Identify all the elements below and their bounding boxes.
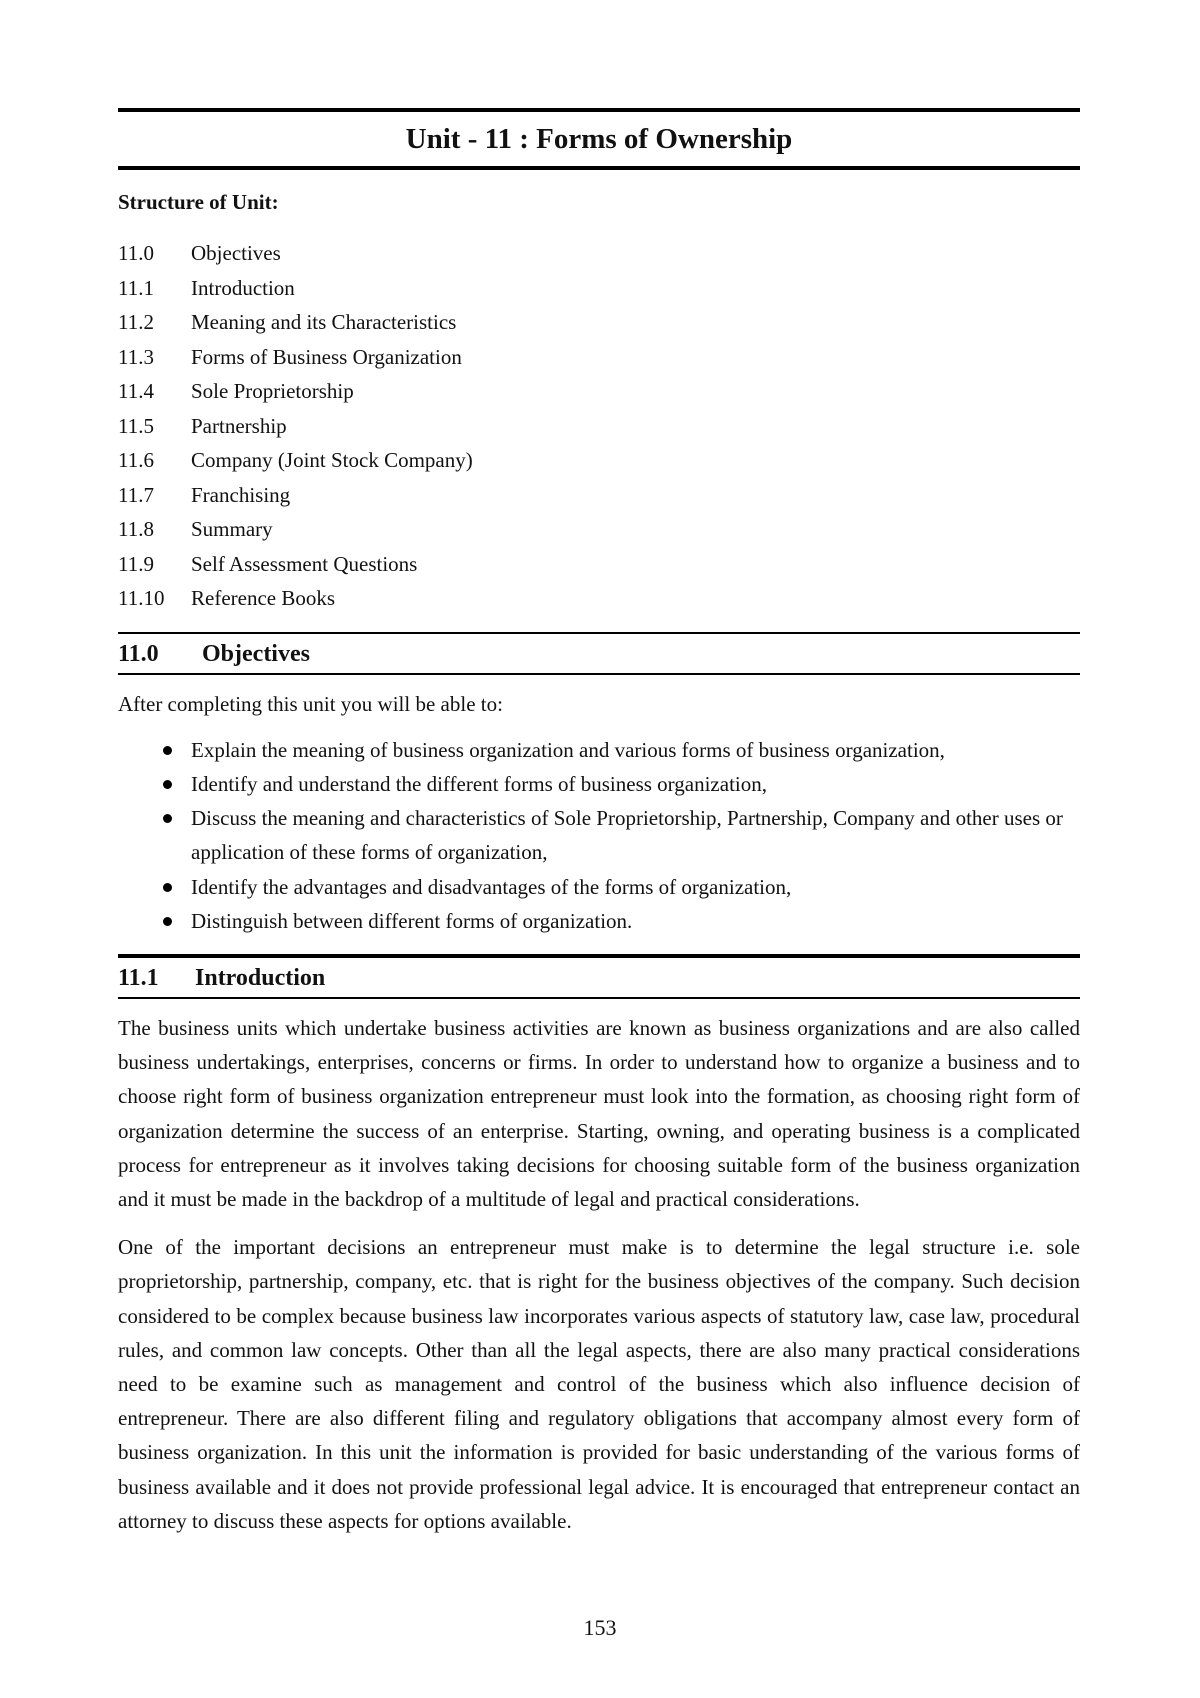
document-page	[118, 108, 1080, 1538]
toc-number: 11.2	[118, 310, 154, 334]
intro-paragraph-2: One of the important decisions an entrepreneur must make is to determine the legal structure i.e. sole proprietorship, partnership, company, etc. that is right for the business objectives of the company. Such decision considered to be complex because business law incorporates various aspects of statutory law, case law, procedural rules, and common law concepts. Other than all the legal aspects, there are also many practical considerations need to be examine such as management and control of the business which also influence decision of entrepreneur. There are also different filing and regulatory obligations that accompany almost every form of business organization. In this unit the information is provided for basic understanding of the various forms of business available and it does not provide professional legal advice. It is encouraged that entrepreneur contact an attorney to discuss these aspects for options available.	[118, 1235, 1080, 1533]
toc-label: Objectives	[191, 241, 281, 265]
toc-item	[118, 478, 1080, 513]
introduction-section	[118, 954, 1080, 1538]
list-item-text: Discuss the meaning and characteristics of Sole Proprietorship, Partnership, Company and other uses or application of these forms of organization,	[191, 806, 1063, 865]
list-item-text: Identify and understand the different forms of business organization,	[191, 771, 767, 796]
toc-label: Forms of Business Organization	[191, 344, 462, 369]
list-item	[118, 904, 1080, 938]
section-title: Objectives	[202, 640, 310, 667]
toc-number: 11.9	[118, 551, 154, 576]
bullet-icon	[163, 883, 172, 892]
list-item	[118, 870, 1080, 904]
toc-item	[118, 409, 1080, 444]
objectives-section	[118, 632, 1080, 938]
toc-number: 11.8	[118, 517, 154, 541]
toc-item	[118, 547, 1080, 582]
toc-item	[118, 305, 1080, 340]
toc-number: 11.3	[118, 344, 154, 369]
section-number: 11.1	[118, 964, 159, 991]
toc-label: Summary	[191, 517, 273, 541]
section-heading-introduction	[118, 958, 1080, 997]
toc-label: Company (Joint Stock Company)	[191, 448, 473, 472]
intro-paragraph-1: The business units which undertake business activities are known as business organizations and are also called business undertakings, enterprises, concerns or firms. In order to understand how to organize a business and to choose right form of business organization entrepreneur must look into the formation, as choosing right form of organization determine the success of an enterprise. Starting, owning, and operating business is a complicated process for entrepreneur as it involves taking decisions for choosing suitable form of the business organization and it must be made in the backdrop of a multitude of legal and practical considerations.	[118, 1015, 1080, 1211]
toc-number: 11.7	[118, 482, 154, 507]
toc-label: Meaning and its Characteristics	[191, 310, 457, 334]
toc-item	[118, 236, 1080, 271]
objectives-intro: After completing this unit you will be able to:	[118, 691, 503, 716]
section-bottom-rule	[118, 673, 1080, 675]
toc-number: 11.5	[118, 413, 154, 438]
bullet-icon	[163, 746, 172, 755]
toc-item	[118, 374, 1080, 409]
list-item-text: Distinguish between different forms of organization.	[191, 908, 633, 933]
list-item	[118, 733, 1080, 767]
structure-heading: Structure of Unit:	[118, 190, 279, 214]
section-heading-objectives	[118, 634, 1080, 673]
objectives-list	[118, 733, 1080, 938]
toc-label: Reference Books	[191, 586, 336, 610]
toc-item	[118, 581, 1080, 616]
toc-number: 11.10	[118, 586, 165, 610]
toc-item	[118, 512, 1080, 547]
toc-label: Partnership	[191, 413, 287, 438]
toc-number: 11.4	[118, 379, 154, 403]
unit-title: Unit - 11 : Forms of Ownership	[405, 123, 793, 155]
toc-label: Franchising	[191, 482, 291, 507]
list-item-text: Identify the advantages and disadvantages of the forms of organization,	[191, 874, 792, 899]
bullet-icon	[163, 780, 172, 789]
toc-label: Introduction	[191, 275, 295, 300]
bullet-icon	[163, 814, 172, 823]
list-item	[118, 801, 1080, 869]
toc-item	[118, 340, 1080, 375]
toc-item	[118, 443, 1080, 478]
list-item	[118, 767, 1080, 801]
table-of-contents	[118, 236, 1080, 616]
toc-number: 11.6	[118, 448, 154, 472]
toc-number: 11.0	[118, 241, 154, 265]
toc-number: 11.1	[118, 275, 154, 300]
toc-label: Self Assessment Questions	[191, 551, 418, 576]
toc-item	[118, 271, 1080, 306]
section-number: 11.0	[118, 640, 159, 667]
section-bottom-rule	[118, 997, 1080, 999]
list-item-text: Explain the meaning of business organization and various forms of business organization,	[191, 737, 945, 762]
section-title: Introduction	[195, 964, 326, 991]
page-number: 153	[583, 1615, 617, 1640]
toc-label: Sole Proprietorship	[191, 379, 354, 403]
title-bottom-rule	[118, 166, 1080, 170]
bullet-icon	[163, 917, 172, 926]
